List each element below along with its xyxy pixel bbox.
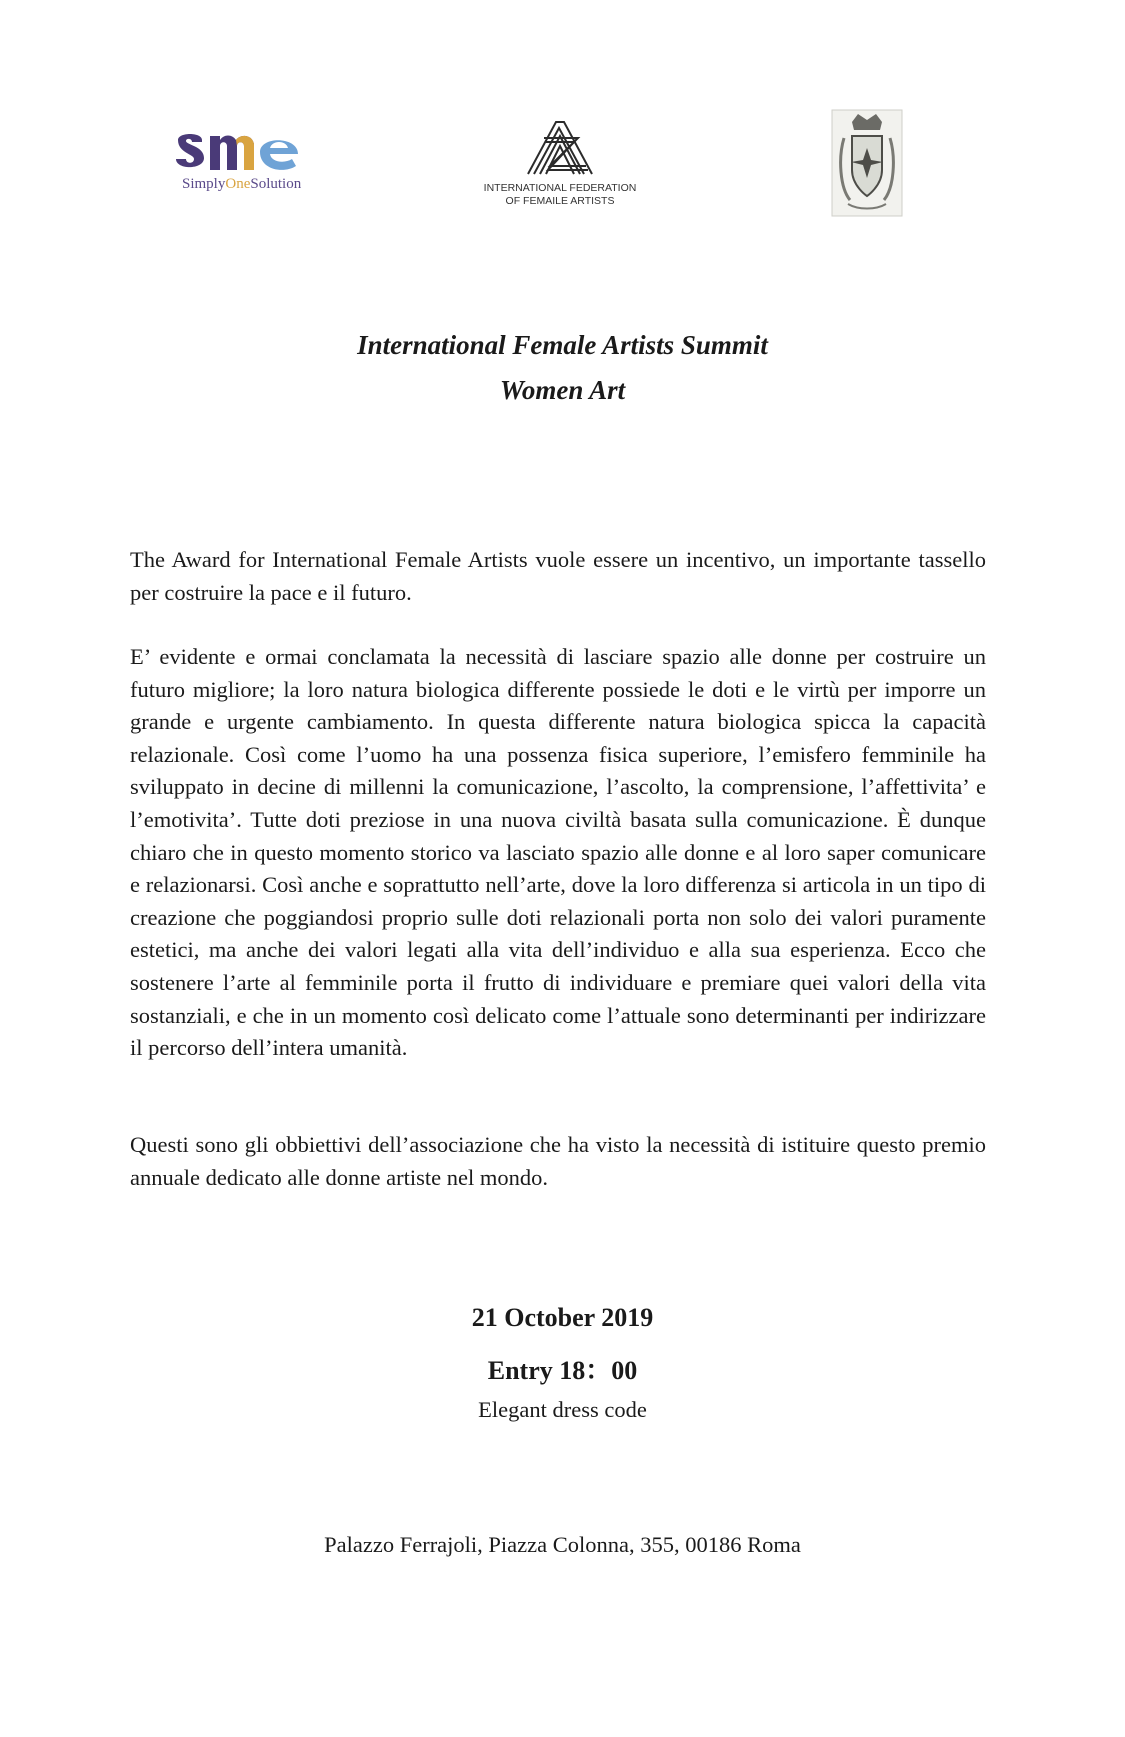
simply-one-solution-logo (172, 128, 332, 198)
federation-name: INTERNATIONAL FEDERATION OF FEMAILE ARTISTS (483, 182, 637, 207)
summit-title: International Female Artists Summit (357, 330, 768, 360)
body-paragraph-1: The Award for International Female Artists vuole essere un incentivo, un importante tassello per costruire la pace e il futuro. (130, 547, 986, 605)
federation-emblem-icon (470, 118, 650, 178)
event-entry-time: Entry 18：00 (487, 1356, 638, 1385)
federation-logo (470, 118, 650, 213)
summit-subtitle: Women Art (499, 375, 626, 405)
coat-of-arms-icon (830, 108, 904, 218)
dress-code: Elegant dress code (478, 1397, 647, 1422)
event-date: 21 October 2019 (471, 1303, 654, 1332)
sme-mark-icon (172, 128, 332, 174)
simply-one-solution-name: SimplyOneSolution (182, 176, 302, 192)
crest-logo (830, 108, 904, 218)
body-paragraph-2: E’ evidente e ormai conclamata la necessità di lasciare spazio alle donne per costruire un futuro migliore; la loro natura biologica differente possiede le doti e le virtù per imporre un grande e urgente cambiamento. In questa differente natura biologica spicca la capacità relazionale. Così come l’uomo ha una possenza fisica superiore, l’emisfero femminile ha sviluppato in decine di millenni la comunicazione, l’ascolto, la comprensione, l’affettivita’ e l’emotivita’. Tutte doti preziose in una nuova civiltà basata sulla comunicazione. È dunque chiaro che in questo momento storico va lasciato spazio alle donne e al loro saper comunicare e relazionarsi. Così anche e soprattutto nell’arte, dove la loro differenza si articola in un tipo di creazione che poggiandosi proprio sulle doti relazionali porta non solo dei valori puramente estetici, ma anche dei valori legati alla vita dell’individuo e alla sua esperienza. Ecco che sostenere l’arte al femminile porta il frutto di individuare e premiare quei valori della vita sostanziali, e che in un momento così delicato come l’attuale sono determinanti per indirizzare il percorso dell’intera umanità. (130, 644, 986, 1061)
event-address: Palazzo Ferrajoli, Piazza Colonna, 355, 00186 Roma (324, 1532, 801, 1557)
body-paragraph-3: Questi sono gli obbiettivi dell’associazione che ha visto la necessità di istituire questo premio annuale dedicato alle donne artiste nel mondo. (130, 1132, 986, 1190)
